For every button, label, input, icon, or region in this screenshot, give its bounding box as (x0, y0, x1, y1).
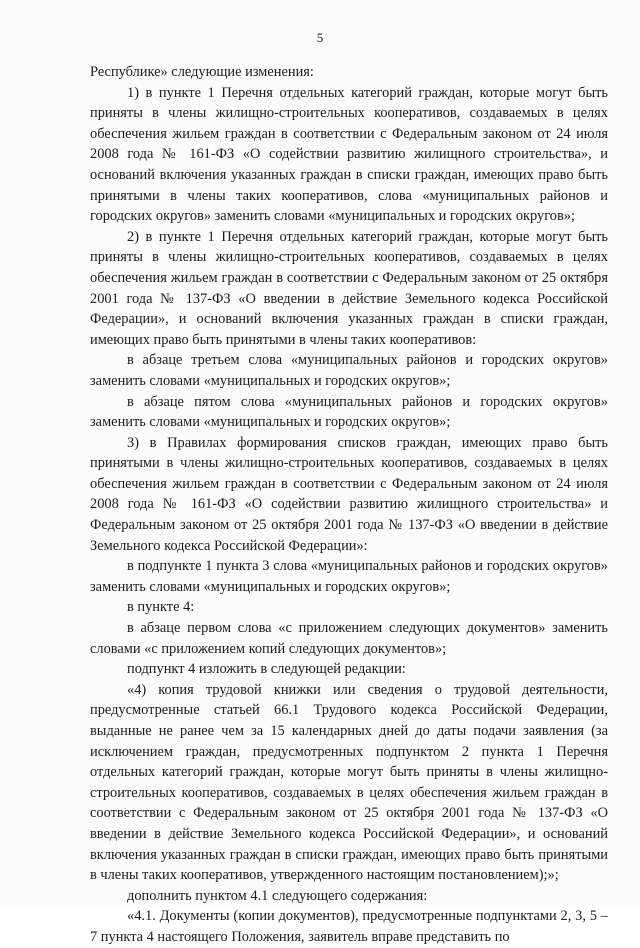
paragraph: «4.1. Документы (копии документов), предусмотренные подпунктами 2, 3, 5 – 7 пункта 4 настоящего Положения, заявитель вправе представить по (90, 908, 608, 945)
paragraph: Республике» следующие изменения: (90, 64, 314, 80)
paragraph: в подпункте 1 пункта 3 слова «муниципальных районов и городских округов» заменить словами «муниципальных и городских округов»; (90, 558, 608, 595)
document-body (90, 62, 608, 948)
page-number: 5 (316, 30, 324, 45)
paragraph: 1) в пункте 1 Перечня отдельных категорий граждан, которые могут быть приняты в члены жилищно-строительных кооперативов, создаваемых в целях обеспечения жильем граждан в соответствии с Федеральным законом от 24 июля 2008 года № 161-ФЗ «О содействии развитию жилищного строительства», и оснований включения указанных граждан в списки граждан, имеющих право быть принятыми в члены таких кооперативов, слова «муниципальных районов и городских округов» заменить словами «муниципальных и городских округов»; (90, 84, 608, 225)
paragraph: 2) в пункте 1 Перечня отдельных категорий граждан, которые могут быть приняты в члены жилищно-строительных кооперативов, создаваемых в целях обеспечения жильем граждан в соответствии с Федеральным законом от 25 октября 2001 года № 137-ФЗ «О введении в действие Земельного кодекса Российской Федерации», и оснований включения указанных граждан в списки граждан, имеющих право быть принятыми в члены таких кооперативов: (90, 228, 608, 348)
paragraph: в пункте 4: (127, 599, 195, 616)
paragraph: в абзаце третьем слова «муниципальных районов и городских округов» заменить словами «муниципальных и городских округов»; (90, 352, 608, 389)
paragraph: «4) копия трудовой книжки или сведения о трудовой деятельности, предусмотренные статьей 66.1 Трудового кодекса Российской Федерации, выданные не ранее чем за 15 календарных дней до даты подачи заявления (за исключением граждан, предусмотренных подпунктом 2 пункта 1 Перечня отдельных категорий граждан, которые могут быть приняты в члены жилищно-строительных кооперативов, создаваемых в целях обеспечения жильем граждан в соответствии с Федеральным законом от 25 октября 2001 года № 137-ФЗ «О введении в действие Земельного кодекса Российской Федерации», и оснований включения указанных граждан в списки граждан, имеющих право быть принятыми в члены таких кооперативов, утвержденного настоящим постановлением);»; (90, 681, 608, 884)
paragraph: дополнить пунктом 4.1 следующего содержания: (127, 887, 428, 904)
paragraph: подпункт 4 изложить в следующей редакции: (127, 661, 406, 678)
paragraph: в абзаце пятом слова «муниципальных районов и городских округов» заменить словами «муниципальных и городских округов»; (90, 393, 608, 431)
paragraph: в абзаце первом слова «с приложением следующих документов» заменить словами «с приложением копий следующих документов»; (90, 620, 608, 657)
paragraph: 3) в Правилах формирования списков граждан, имеющих право быть принятыми в члены жилищно-строительных кооперативов, создаваемых в целях обеспечения жильем граждан в соответствии с Федеральным законом от 24 июля 2008 года № 161-ФЗ «О содействии развитию жилищного строительства» и Федеральным законом от 25 октября 2001 года № 137-ФЗ «О введении в действие Земельного кодекса Российской Федерации»: (90, 434, 608, 554)
